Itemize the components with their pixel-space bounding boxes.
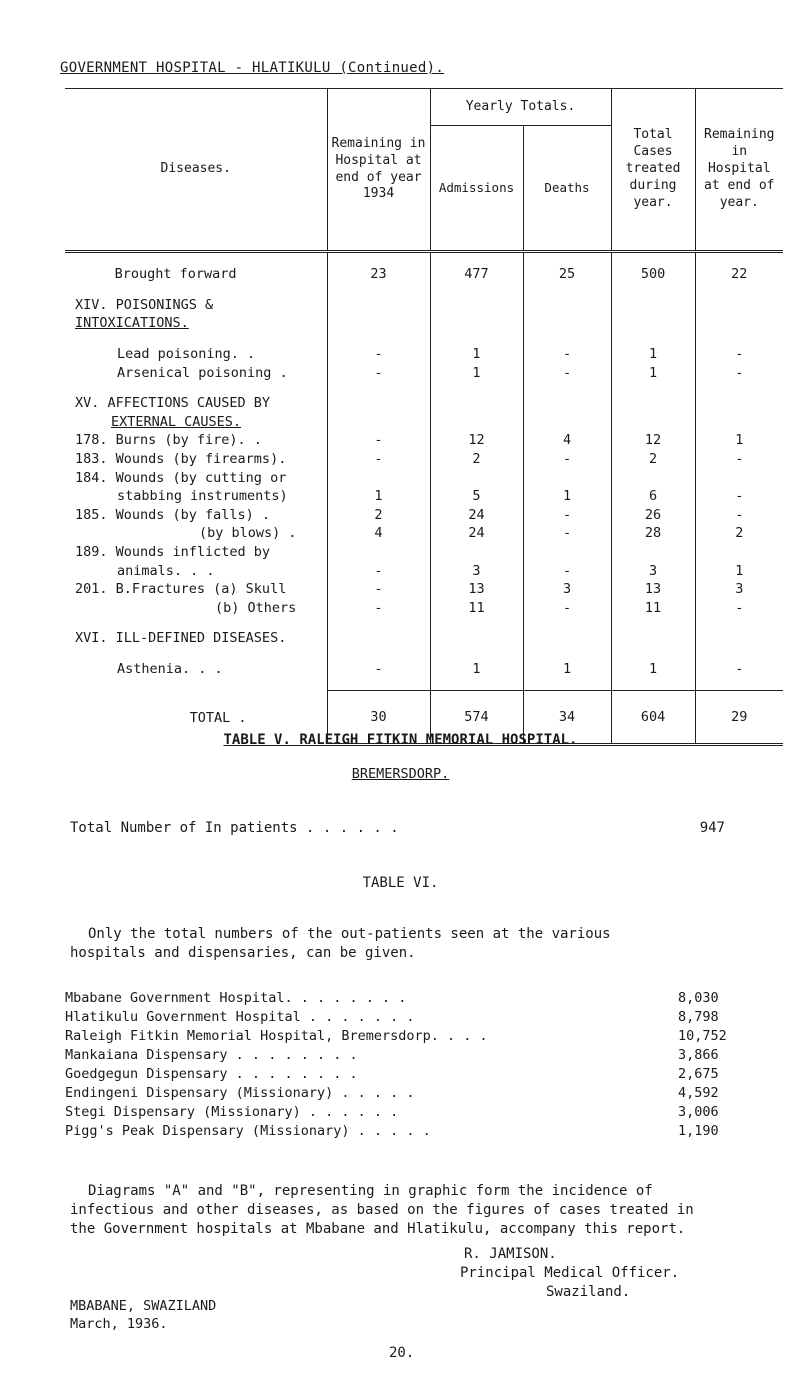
table-vi-intro: Only the total numbers of the out-patients seen at the various hospitals and dispensaries, can be given. [70,926,611,961]
list-item: Stegi Dispensary (Missionary) . . . . . . 3,006 [65,1104,719,1120]
table-row: INTOXICATIONS. [65,314,783,333]
diagrams-paragraph: Diagrams "A" and "B", representing in graphic form the incidence of infectious and other diseases, as based on the figures of cases treated in the Government hospitals at Mbabane and Hlatikulu, accompany this report. [70,1183,694,1237]
list-item: Goedgegun Dispensary . . . . . . . . 2,675 [65,1066,719,1082]
header-deaths: Deaths [523,126,611,252]
table-row: 184. Wounds (by cutting or [65,468,783,487]
table-row: 201. B.Fractures (a) Skull - 13 3 13 3 [65,580,783,599]
table-row: XIV. POISONINGS & [65,296,783,315]
list-item: Hlatikulu Government Hospital . . . . . . . 8,798 [65,1009,719,1025]
list-item: Mankaiana Dispensary . . . . . . . . 3,866 [65,1047,719,1063]
table-row: EXTERNAL CAUSES. [65,413,783,432]
signature-block [460,1245,679,1302]
header-diseases: Diseases. [65,89,327,252]
table-row: 185. Wounds (by falls) . 2 24 - 26 - [65,506,783,525]
signatory-name: R. JAMISON. [464,1246,557,1262]
table-v-title: TABLE V. RALEIGH FITKIN MEMORIAL HOSPITAL. [223,732,578,748]
hospital-statistics-table [65,88,783,746]
table-row: (by blows) . 4 24 - 28 2 [65,524,783,543]
table-row: 178. Burns (by fire). . - 12 4 12 1 [65,431,783,450]
table-vi-title: TABLE VI. [362,875,439,891]
table-row: Brought forward 23 477 25 500 22 [65,265,783,284]
place-date: MBABANE, SWAZILAND March, 1936. [70,1298,217,1333]
table-row: stabbing instruments) 1 5 1 6 - [65,487,783,506]
header-remaining-start: Remaining in Hospital at end of year 1934 [327,89,430,252]
table-row: Arsenical poisoning . - 1 - 1 - [65,363,783,382]
outpatients-list [65,990,765,1142]
list-item: Raleigh Fitkin Memorial Hospital, Bremersdorp. . . . 10,752 [65,1028,727,1044]
signatory-title: Principal Medical Officer. [460,1264,680,1281]
header-admissions: Admissions [430,126,523,252]
list-item: Endingeni Dispensary (Missionary) . . . . . 4,592 [65,1085,719,1101]
table-row: 189. Wounds inflicted by [65,543,783,562]
signatory-country: Swaziland. [546,1283,631,1300]
header-total-cases: Total Cases treated during year. [611,89,695,252]
table-row: animals. . . - 3 - 3 1 [65,561,783,580]
table-row: XV. AFFECTIONS CAUSED BY [65,394,783,413]
list-item: Pigg's Peak Dispensary (Missionary) . . . . . 1,190 [65,1123,719,1139]
header-yearly-totals: Yearly Totals. [430,89,611,126]
inpatients-line [70,820,725,836]
table-row: Lead poisoning. . - 1 - 1 - [65,345,783,364]
table-row: 183. Wounds (by firearms). - 2 - 2 - [65,450,783,469]
inpatients-label: Total Number of In patients . . . . . . [70,820,399,836]
header-remaining-end: Remaining in Hospital at end of year. [695,89,783,252]
list-item: Mbabane Government Hospital. . . . . . . . 8,030 [65,990,719,1006]
page-heading: GOVERNMENT HOSPITAL - HLATIKULU (Continued). [60,60,445,76]
table-row: Asthenia. . . - 1 1 1 - [65,660,783,679]
total-row: TOTAL . 30 574 34 604 29 [65,691,783,745]
table-row: XVI. ILL-DEFINED DISEASES. [65,629,783,648]
page-number: 20. [389,1345,415,1361]
table-v-place: BREMERSDORP. [351,766,450,782]
table-row: (b) Others - 11 - 11 - [65,599,783,618]
inpatients-value: 947 [699,820,725,836]
